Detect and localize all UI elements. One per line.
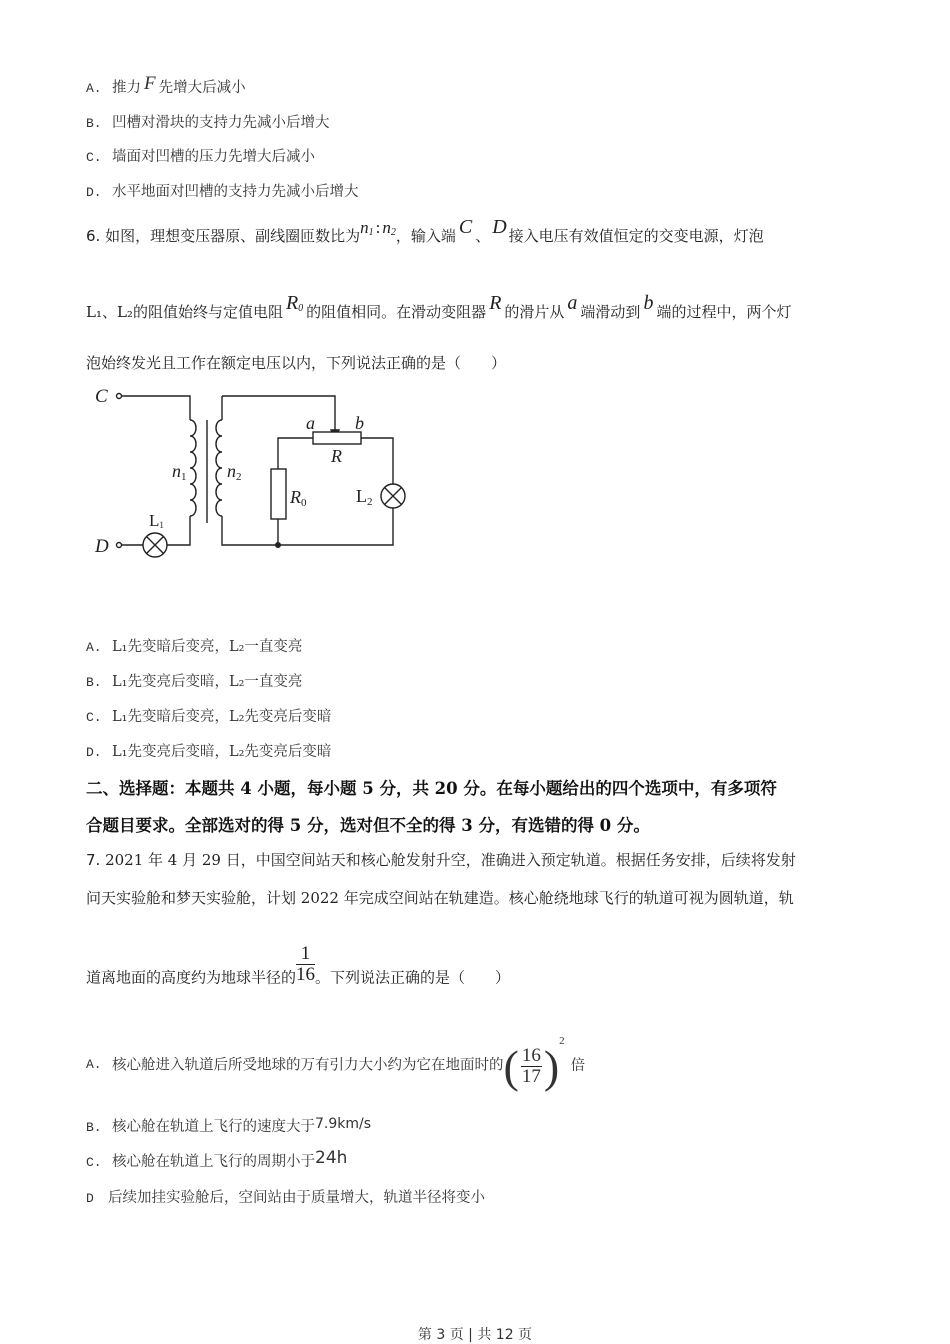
q5-option-d: D. 水平地面对凹槽的支持力先减小后增大 (86, 184, 359, 200)
q7-line-1: 7. 2021 年 4 月 29 日，中国空间站天和核心舱发射升空，准确进入预定轨道。根据任务安排，后续将发射 (86, 851, 796, 869)
svg-text:L1: L1 (149, 511, 164, 530)
q7-option-d: D 后续加挂实验舱后，空间站由于质量增大，轨道半径将变小 (86, 1190, 485, 1206)
q6-option-a: A. L₁先变暗后变亮，L₂一直变亮 (86, 639, 303, 655)
q6-line-3: 泡始终发光且工作在额定电压以内，下列说法正确的是（ ） (86, 354, 507, 372)
svg-text:R0: R0 (290, 487, 307, 509)
fraction-1-16: $\frac{1}{16}$ (296, 943, 316, 985)
section-2-heading-line-1: 二、选择题：本题共 4 小题，每小题 5 分，共 20 分。在每小题给出的四个选项中，有多项符 (86, 779, 777, 798)
transformer-circuit-diagram (85, 380, 415, 570)
q5-option-c: C. 墙面对凹槽的压力先增大后减小 (86, 149, 315, 165)
svg-text:R: R (331, 446, 342, 466)
q5-option-b: B. 凹槽对滑块的支持力先减小后增大 (86, 115, 330, 131)
svg-text:L2: L2 (356, 486, 373, 508)
svg-text:a: a (306, 413, 315, 433)
q6-option-d: D. L₁先变亮后变暗，L₂先变亮后变暗 (86, 744, 332, 760)
svg-text:b: b (355, 413, 364, 433)
q7-option-b: B. 核心舱在轨道上飞行的速度大于7.9km/s (86, 1116, 372, 1135)
q7-line-3: 道离地面的高度约为地球半径的 $\frac{1}{16}$ 。下列说法正确的是（ ） (86, 943, 511, 987)
q5-option-a: A. 推力 F 先增大后减小 (86, 73, 246, 96)
section-2-heading-line-2: 合题目要求。全部选对的得 5 分，选对但不全的得 3 分，有选错的得 0 分。 (86, 816, 650, 835)
q6-option-b: B. L₁先变亮后变暗，L₂一直变亮 (86, 674, 303, 690)
svg-text:D: D (95, 536, 109, 557)
q6-option-c: C. L₁先变暗后变亮，L₂先变亮后变暗 (86, 709, 332, 725)
q6-line-1: 6. 如图，理想变压器原、副线圈匝数比为$n_1$ : $n_2$，输入端 C 、 D 接入电压有效值恒定的交变电源，灯泡 (86, 216, 764, 245)
svg-text:n2: n2 (227, 461, 242, 483)
svg-text:C: C (95, 386, 108, 407)
svg-text:n1: n1 (172, 461, 187, 483)
q7-option-c: C. 核心舱在轨道上飞行的周期小于24h (86, 1148, 348, 1170)
q7-option-a: A. 核心舱进入轨道后所受地球的万有引力大小约为它在地面时的( $\frac{16}{17}$ )$^2$倍 (86, 1035, 586, 1093)
page-footer: 第 3 页 | 共 12 页 (417, 1327, 533, 1343)
math-F: F (144, 73, 156, 94)
q7-line-2: 问天实验舱和梦天实验舱，计划 2022 年完成空间站在轨建造。核心舱绕地球飞行的轨道可视为圆轨道，轨 (86, 889, 794, 907)
q6-line-2: L₁、L₂的阻值始终与定值电阻 $R_0$ 的阻值相同。在滑动变阻器 R 的滑片从 a 端滑动到 b 端的过程中，两个灯 (86, 292, 792, 321)
fraction-16-17-squared: ( $\frac{16}{17}$ )$^2$ (503, 1035, 565, 1093)
